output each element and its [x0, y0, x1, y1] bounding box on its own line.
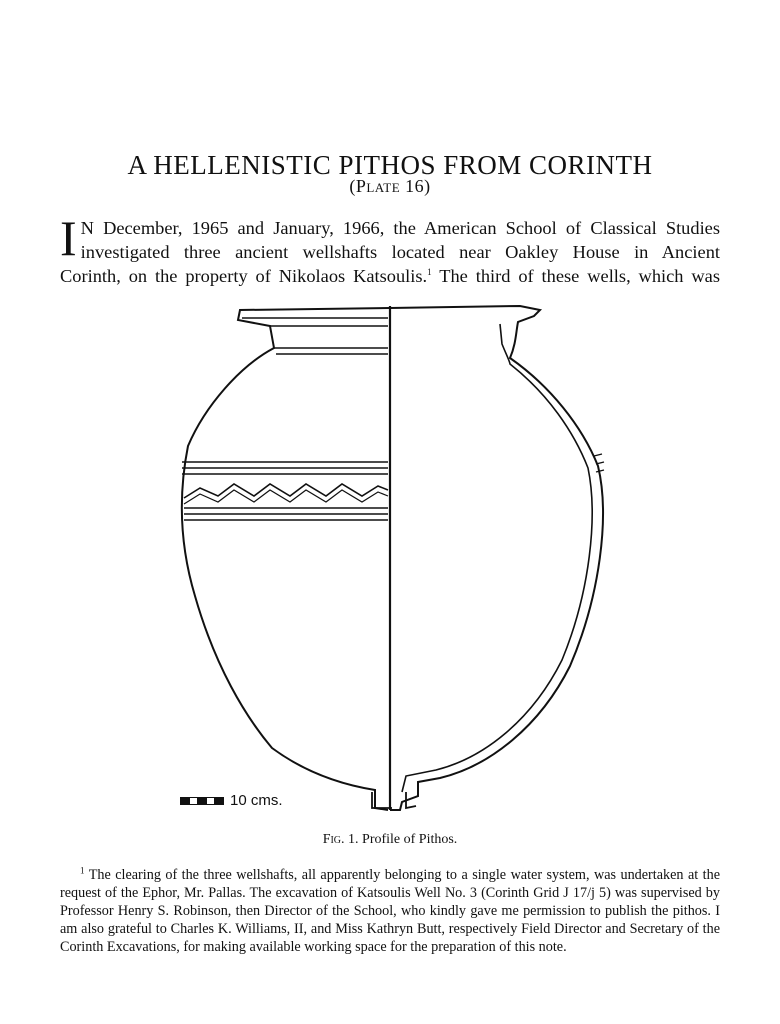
figure-caption [0, 832, 780, 848]
drop-cap: I [60, 210, 77, 266]
article-title: A HELLENISTIC PITHOS FROM CORINTH [127, 150, 653, 181]
pithos-right-outline [390, 306, 603, 810]
scale-indicator [180, 792, 283, 809]
footnote-reference: 1 [427, 266, 432, 277]
pithos-drawing [170, 296, 610, 816]
footnote-1 [60, 866, 720, 956]
footnote-marker: 1 [80, 865, 85, 876]
figure-label: Fig. 1. [322, 832, 359, 847]
wave-decoration [184, 484, 388, 498]
wave-decoration-inner [184, 490, 388, 504]
intro-line-3-rest: The third of these wells, which was [431, 266, 721, 286]
intro-paragraph [60, 210, 721, 288]
pithos-right-inner [402, 324, 592, 792]
lower-band [184, 508, 388, 520]
pithos-left-outline [182, 308, 390, 810]
upper-band [182, 462, 388, 474]
intro-line-1: N December, 1965 and January, 1966, the American School of Classical Studies [80, 218, 720, 238]
scale-bar [180, 797, 224, 805]
footnote-text: The clearing of the three wellshafts, all apparently belonging to a single water system, was undertaken at the request of the Ephor, Mr. Pallas. The excavation of Katsoulis Well No. 3 (Corinth Grid J 17/j 5) was supervised by Professor Henry S. Robinson, then Director of the School, who kindly gave me permission to publish the pithos. I am also grateful to Charles K. Williams, II, and Miss Kathryn Butt, respectively Field Director and Secretary of the Corinth Excavations, for making available working space for the preparation of this note. [60, 867, 720, 955]
figure-caption-text: Profile of Pithos. [358, 832, 458, 847]
rim-lines [242, 318, 388, 354]
pithos-profile-figure [170, 296, 610, 816]
intro-line-3-text: Corinth, on the property of Nikolaos Katsoulis. [60, 266, 428, 286]
intro-line-2: investigated three ancient wellshafts located near Oakley House in Ancient [80, 242, 720, 262]
scale-label: 10 cms. [230, 792, 283, 809]
plate-reference: (Plate 16) [349, 176, 431, 196]
intro-line-3 [60, 264, 720, 288]
